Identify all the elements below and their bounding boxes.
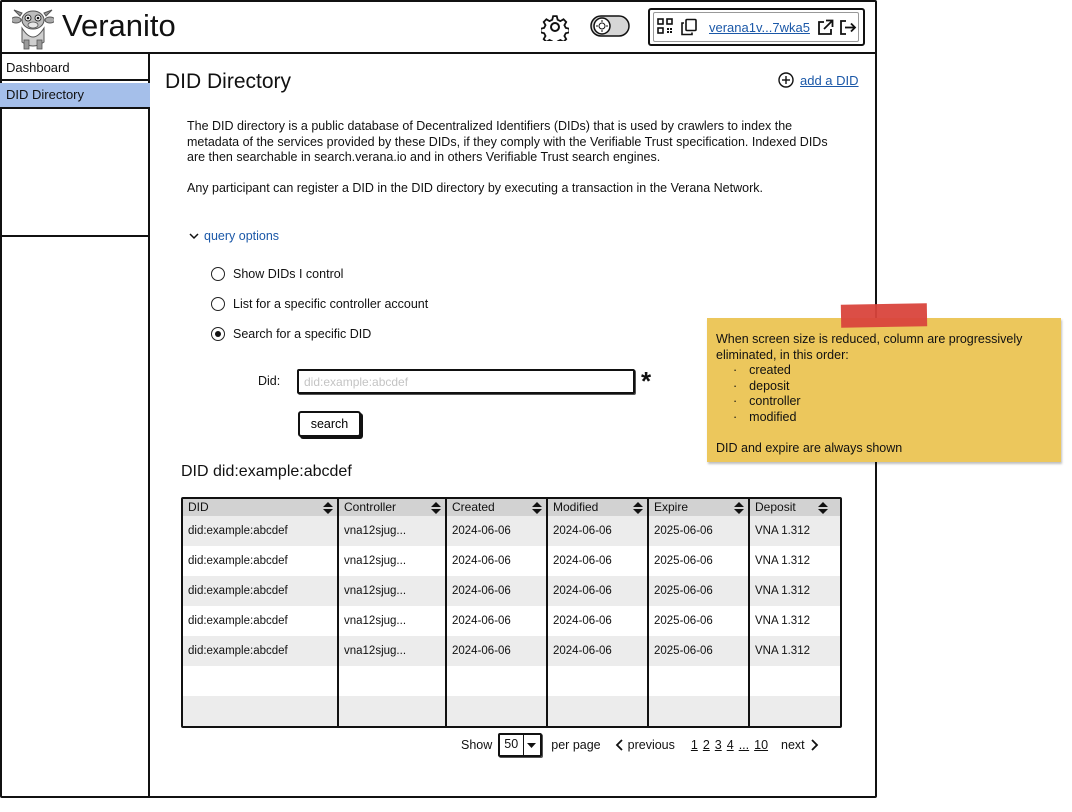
column-header-label: Expire [654,500,689,514]
app-title: Veranito [62,8,176,43]
column-header-expire[interactable] [649,499,748,516]
caret-down-icon [524,735,539,755]
sort-icon[interactable] [323,502,333,514]
page-ellipsis: ... [738,738,750,752]
column-header-created[interactable] [447,499,546,516]
cell-modified: 2024-06-06 [553,645,612,657]
result-title: DID did:example:abcdef [181,463,352,480]
column-header-label: Deposit [755,500,796,514]
radio-button[interactable] [211,267,225,281]
cell-deposit: VNA 1.312 [755,645,810,657]
next-page-link[interactable] [781,738,819,752]
cell-created: 2024-06-06 [452,615,511,627]
sticky-note-text [716,332,1054,425]
cell-created: 2024-06-06 [452,555,511,567]
radio-label: List for a specific controller account [233,297,429,311]
add-did-link[interactable] [778,72,859,88]
table-row-empty [183,666,840,696]
cell-expire: 2025-06-06 [654,555,713,567]
cell-did: did:example:abcdef [188,525,288,537]
sort-icon[interactable] [431,502,441,514]
add-did-label: add a DID [800,72,859,88]
column-header-deposit[interactable] [750,499,840,516]
logout-icon[interactable] [839,19,857,36]
cell-expire: 2025-06-06 [654,525,713,537]
radio-button-selected[interactable] [211,327,225,341]
required-asterisk: * [641,366,652,396]
page-link-1[interactable]: 1 [690,738,698,752]
radio-specific-did[interactable] [211,327,371,341]
pagination [461,733,819,757]
external-link-icon[interactable] [817,19,834,36]
cell-did: did:example:abcdef [188,645,288,657]
column-header-modified[interactable] [548,499,647,516]
cell-did: did:example:abcdef [188,555,288,567]
sidebar-item-dashboard[interactable]: Dashboard [0,56,150,81]
search-button[interactable]: search [298,411,361,437]
radio-label: Show DIDs I control [233,267,344,281]
cell-modified: 2024-06-06 [553,585,612,597]
query-options-label: query options [204,229,280,243]
account-address-link[interactable]: verana1v...7wka5 [709,20,810,35]
note-list-item: · created [747,363,1054,379]
goat-logo-icon [12,6,54,50]
cell-deposit: VNA 1.312 [755,615,810,627]
page-link-2[interactable]: 2 [702,738,710,752]
cell-expire: 2025-06-06 [654,645,713,657]
per-page-value: 50 [504,737,519,751]
column-header-controller[interactable] [339,499,445,516]
column-header-label: Modified [553,500,599,514]
plus-circle-icon [778,72,794,88]
sticky-note-tape [841,303,927,327]
intro-paragraph-2: Any participant can register a DID in the DID directory by executing a transaction in the Verana Network. [187,181,763,195]
column-header-label: DID [188,500,209,514]
cell-controller: vna12sjug... [344,645,407,657]
did-field-label: Did: [258,374,281,388]
sidebar-item-did-directory[interactable]: DID Directory [0,83,150,109]
page-link-3[interactable]: 3 [714,738,722,752]
cell-expire: 2025-06-06 [654,615,713,627]
cell-deposit: VNA 1.312 [755,555,810,567]
cell-created: 2024-06-06 [452,645,511,657]
theme-toggle[interactable] [590,15,630,37]
radio-button[interactable] [211,297,225,311]
show-label: Show [461,738,493,752]
sort-icon[interactable] [734,502,744,514]
chevron-down-icon [188,230,200,242]
cell-deposit: VNA 1.312 [755,585,810,597]
column-header-label: Controller [344,500,397,514]
per-page-label: per page [551,738,601,752]
cell-did: did:example:abcdef [188,585,288,597]
cell-expire: 2025-06-06 [654,585,713,597]
copy-icon[interactable] [680,18,698,36]
note-list-item: · modified [747,410,1054,426]
table-row-empty [183,696,840,726]
chevron-left-icon [615,739,623,751]
radio-controller-account[interactable] [211,297,428,311]
previous-page-link[interactable] [615,738,675,752]
cell-did: did:example:abcdef [188,615,288,627]
sort-icon[interactable] [633,502,643,514]
did-table [181,497,842,728]
dropdown-button[interactable] [523,735,540,755]
per-page-select[interactable] [498,733,542,757]
note-list [716,363,1054,425]
note-list-item: · controller [747,394,1054,410]
cell-deposit: VNA 1.312 [755,525,810,537]
cell-controller: vna12sjug... [344,615,407,627]
note-intro: When screen size is reduced, column are progressively eliminated, in this order: [716,332,1023,362]
sidebar-menu-area [0,109,150,237]
column-header-did[interactable] [183,499,337,516]
page-title: DID Directory [165,70,292,93]
qr-code-icon[interactable] [657,18,673,34]
radio-show-my-dids[interactable] [211,267,343,281]
page-link-10[interactable]: 10 [754,738,769,752]
sticky-note-footer: DID and expire are always shown [716,441,903,455]
cell-modified: 2024-06-06 [553,555,612,567]
intro-paragraph: The DID directory is a public database of Decentralized Identifiers (DIDs) that is used by crawlers to index the metadata of the services provided by these DIDs, if they comply with the Verifiable Trust specification. Indexed DIDs are then searchable in search.verana.io and in others Verifiable Trust search engines. [187,119,828,164]
radio-label: Search for a specific DID [233,327,372,341]
cell-created: 2024-06-06 [452,585,511,597]
gear-icon[interactable] [541,13,569,41]
cell-modified: 2024-06-06 [553,525,612,537]
cell-modified: 2024-06-06 [553,615,612,627]
cell-created: 2024-06-06 [452,525,511,537]
note-list-item: · deposit [747,379,1054,395]
column-header-label: Created [452,500,495,514]
sort-icon[interactable] [818,502,828,514]
sort-icon[interactable] [532,502,542,514]
cell-controller: vna12sjug... [344,525,407,537]
next-label: next [781,738,805,752]
query-options-toggle[interactable] [188,229,279,243]
chevron-right-icon [811,739,819,751]
cell-controller: vna12sjug... [344,555,407,567]
cell-controller: vna12sjug... [344,585,407,597]
did-input[interactable] [297,369,635,394]
page-link-4[interactable]: 4 [726,738,734,752]
previous-label: previous [627,738,675,752]
